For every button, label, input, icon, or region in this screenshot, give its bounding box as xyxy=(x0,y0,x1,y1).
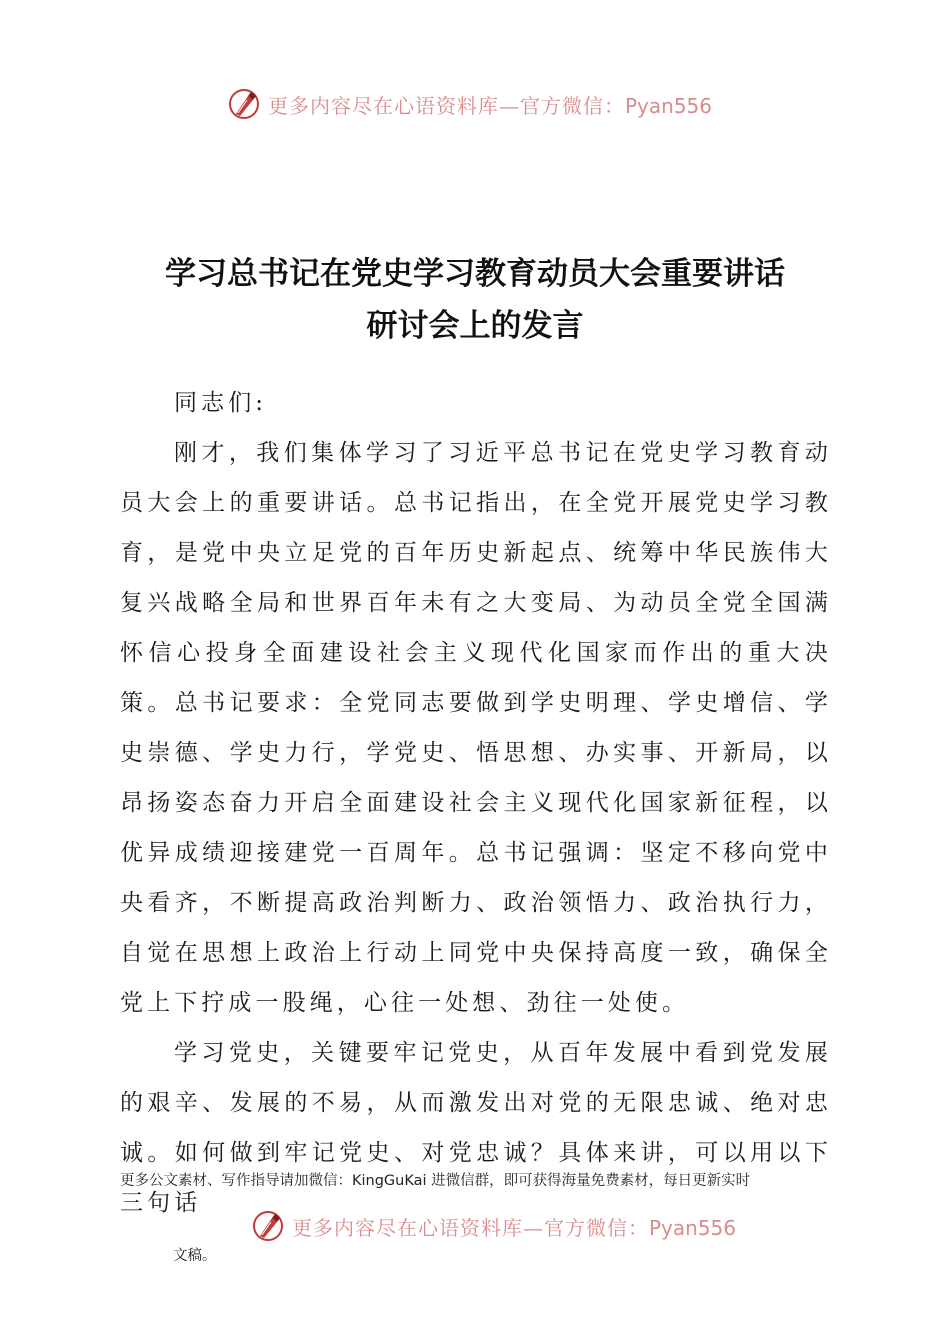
title-line-1: 学习总书记在党史学习教育动员大会重要讲话 xyxy=(165,256,785,292)
pen-nib-logo-icon xyxy=(228,87,262,121)
watermark-text: 更多内容尽在心语资料库—官方微信：Pyan556 xyxy=(292,1215,737,1240)
document-body xyxy=(120,378,832,1228)
paragraph: 刚才，我们集体学习了习近平总书记在党史学习教育动员大会上的重要讲话。总书记指出，在全党开展党史学习教育，是党中央立足党的百年历史新起点、统筹中华民族伟大复兴战略全局和世界百年未有之大变局、为动员全党全国满怀信心投身全面建设社会主义现代化国家而作出的重大决策。总书记要求：全党同志要做到学史明理、学史增信、学史崇德、学史力行，学党史、悟思想、办实事、开新局，以昂扬姿态奋力开启全面建设社会主义现代化国家新征程，以优异成绩迎接建党一百周年。总书记强调：坚定不移向党中央看齐，不断提高政治判断力、政治领悟力、政治执行力，自觉在思想上政治上行动上同党中央保持高度一致，确保全党上下拧成一股绳，心往一处想、劲往一处使。 xyxy=(120,440,832,1016)
watermark-wechat-id: Pyan556 xyxy=(649,1215,737,1240)
watermark-wechat-id: Pyan556 xyxy=(625,93,713,118)
paragraph: 学习党史，关键要牢记党史，从百年发展中看到党发展的艰辛、发展的不易，从而激发出对党的无限忠诚、绝对忠诚。如何做到牢记党史、对党忠诚？具体来讲，可以用以下三句话 xyxy=(120,1040,832,1216)
salutation: 同志们: xyxy=(174,390,268,416)
header-watermark xyxy=(228,86,712,122)
document-title xyxy=(100,248,850,352)
pen-nib-logo-icon xyxy=(252,1209,286,1243)
footer-promo-note: 更多公文素材、写作指导请加微信：KingGuKai 进微信群，即可获得海量免费素材，每日更新实时 xyxy=(120,1173,751,1189)
title-line-2: 研讨会上的发言 xyxy=(366,308,584,344)
footer-watermark xyxy=(252,1208,736,1244)
watermark-text: 更多内容尽在心语资料库—官方微信：Pyan556 xyxy=(268,93,713,118)
footer-note-tail: 文稿。 xyxy=(173,1248,217,1264)
